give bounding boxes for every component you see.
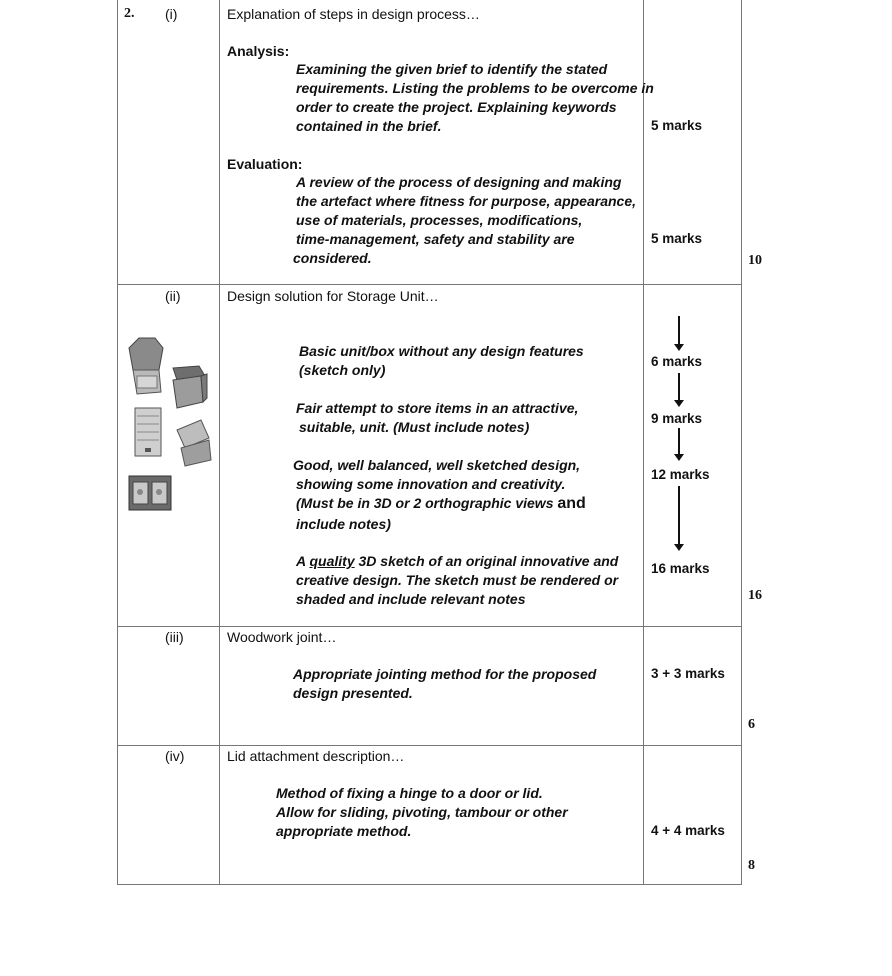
table-left-border: [117, 0, 118, 885]
evaluation-line: considered.: [293, 250, 372, 266]
analysis-line: contained in the brief.: [296, 118, 442, 134]
row-divider-2: [117, 626, 742, 627]
row-divider-3: [117, 745, 742, 746]
part-iii-label: (iii): [165, 629, 184, 645]
evaluation-line: the artefact where fitness for purpose, appearance,: [296, 193, 636, 209]
criterion-marks: 16 marks: [651, 561, 710, 576]
part-iv-label: (iv): [165, 748, 185, 764]
evaluation-marks: 5 marks: [651, 231, 703, 246]
criterion-line: Good, well balanced, well sketched design,: [293, 457, 581, 473]
roll-top-unit-picture: [135, 408, 161, 456]
joint-line: design presented.: [293, 685, 413, 701]
criterion-line-with-underline: [296, 552, 618, 571]
part-i-total: 10: [748, 253, 762, 268]
row-divider-1: [117, 284, 742, 285]
down-arrow-icon: [678, 316, 680, 345]
part-iii-heading: Woodwork joint…: [227, 629, 337, 645]
criterion-line: shaded and include relevant notes: [296, 591, 526, 607]
table-bottom-border: [117, 884, 742, 885]
question-number: 2.: [124, 6, 135, 21]
analysis-line: Examining the given brief to identify the stated: [296, 61, 608, 77]
criterion-line: (Must be in 3D or 2 orthographic views: [296, 495, 554, 511]
open-cube-box-picture: [173, 366, 207, 408]
joint-marks: 3 + 3 marks: [651, 666, 725, 681]
criterion-marks: 9 marks: [651, 411, 703, 426]
display-cabinet-picture: [129, 476, 171, 510]
part-ii-heading: Design solution for Storage Unit…: [227, 288, 439, 304]
emphasis-word: and: [557, 495, 586, 512]
lid-line: appropriate method.: [276, 823, 412, 839]
lid-line: Method of fixing a hinge to a door or lid.: [276, 785, 543, 801]
lid-marks: 4 + 4 marks: [651, 823, 725, 838]
criterion-line: include notes): [296, 516, 391, 532]
part-iv-total: 8: [748, 858, 755, 873]
lidded-box-picture: [177, 420, 211, 466]
part-i-heading: Explanation of steps in design process…: [227, 6, 480, 22]
analysis-line: requirements. Listing the problems to be overcome in: [296, 80, 654, 96]
analysis-line: order to create the project. Explaining keywords: [296, 99, 617, 115]
storage-unit-examples-image: [125, 336, 217, 518]
part-ii-total: 16: [748, 588, 762, 603]
part-ii-label: (ii): [165, 288, 181, 304]
part-iv-heading: Lid attachment description…: [227, 748, 405, 764]
evaluation-title: Evaluation:: [227, 156, 303, 172]
criterion-line: Basic unit/box without any design features: [299, 343, 584, 359]
criterion-marks: 12 marks: [651, 467, 710, 482]
evaluation-line: time-management, safety and stability are: [296, 231, 575, 247]
criterion-line: 3D sketch of an original innovative and: [354, 553, 619, 569]
criterion-prefix: A: [296, 553, 310, 569]
evaluation-line: use of materials, processes, modifications,: [296, 212, 583, 228]
table-right-border: [741, 0, 742, 885]
criterion-underlined-word: quality: [309, 553, 355, 569]
criterion-marks: 6 marks: [651, 354, 703, 369]
lid-line: Allow for sliding, pivoting, tambour or other: [276, 804, 568, 820]
part-i-label: (i): [165, 6, 178, 22]
criterion-line: showing some innovation and creativity.: [296, 476, 566, 492]
analysis-marks: 5 marks: [651, 118, 703, 133]
table-col-divider-1: [219, 0, 220, 885]
criterion-line-with-emphasis: [296, 494, 586, 513]
analysis-title: Analysis:: [227, 43, 290, 59]
evaluation-line: A review of the process of designing and making: [296, 174, 622, 190]
joint-line: Appropriate jointing method for the proposed: [293, 666, 597, 682]
criterion-line: creative design. The sketch must be rendered or: [296, 572, 619, 588]
hexagonal-box-picture: [129, 338, 163, 394]
down-arrow-icon: [678, 428, 680, 455]
part-iii-total: 6: [748, 717, 755, 732]
table-col-divider-2: [643, 0, 644, 885]
down-arrow-icon: [678, 373, 680, 401]
criterion-line: Fair attempt to store items in an attractive,: [296, 400, 579, 416]
down-arrow-icon: [678, 486, 680, 545]
criterion-line: suitable, unit. (Must include notes): [299, 419, 530, 435]
criterion-line: (sketch only): [299, 362, 386, 378]
